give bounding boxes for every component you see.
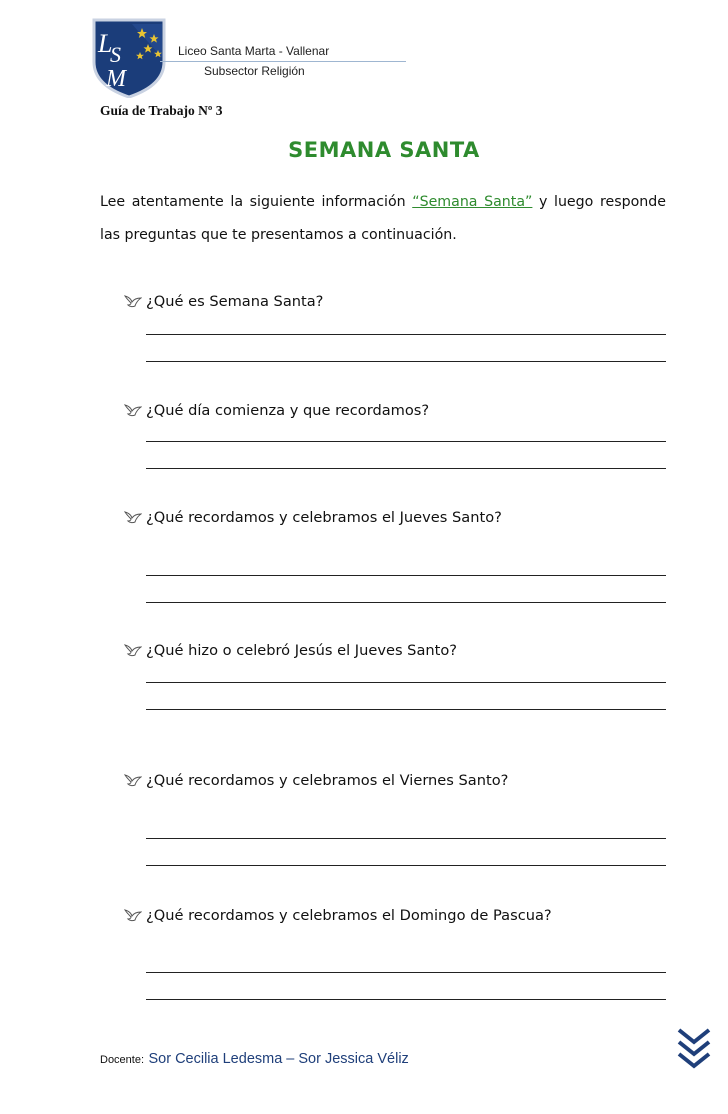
- footer-label: Docente:: [100, 1054, 145, 1066]
- answer-line[interactable]: [146, 575, 666, 576]
- question-item: [124, 771, 508, 789]
- question-item: [124, 906, 552, 924]
- dove-icon: [124, 906, 142, 924]
- answer-line[interactable]: [146, 999, 666, 1000]
- question-text: ¿Qué hizo o celebró Jesús el Jueves Santo?: [146, 641, 458, 659]
- answer-line[interactable]: [146, 682, 666, 683]
- subject-name: Subsector Religión: [204, 64, 305, 78]
- header-divider: [160, 61, 406, 62]
- intro-text-after: y luego responde las preguntas que te presentamos a continuación.: [100, 194, 666, 243]
- dove-icon: [124, 641, 142, 659]
- intro-paragraph: [100, 186, 666, 252]
- answer-line[interactable]: [146, 602, 666, 603]
- intro-highlight: “Semana Santa”: [412, 194, 533, 210]
- answer-line[interactable]: [146, 838, 666, 839]
- question-text: ¿Qué recordamos y celebramos el Viernes Santo?: [146, 771, 509, 789]
- question-text: ¿Qué recordamos y celebramos el Domingo de Pascua?: [146, 906, 552, 924]
- question-item: [124, 292, 323, 310]
- answer-line[interactable]: [146, 334, 666, 335]
- question-text: ¿Qué día comienza y que recordamos?: [146, 401, 430, 419]
- question-item: [124, 401, 429, 419]
- dove-icon: [124, 292, 142, 310]
- intro-text-before: Lee atentamente la siguiente información: [100, 194, 413, 210]
- dove-icon: [124, 771, 142, 789]
- answer-line[interactable]: [146, 709, 666, 710]
- answer-line[interactable]: [146, 865, 666, 866]
- dove-icon: [124, 508, 142, 526]
- answer-line[interactable]: [146, 361, 666, 362]
- footer-teacher: [100, 1050, 409, 1068]
- question-item: [124, 508, 502, 526]
- svg-text:L: L: [98, 29, 113, 58]
- answer-line[interactable]: [146, 468, 666, 469]
- school-crest-logo: [92, 18, 166, 98]
- answer-line[interactable]: [146, 441, 666, 442]
- school-name: Liceo Santa Marta - Vallenar: [178, 44, 330, 58]
- question-text: ¿Qué recordamos y celebramos el Jueves Santo?: [146, 508, 502, 526]
- teacher-names: Sor Cecilia Ledesma – Sor Jessica Véliz: [148, 1051, 409, 1067]
- answer-line[interactable]: [146, 972, 666, 973]
- question-item: [124, 641, 457, 659]
- page-title: SEMANA SANTA: [288, 138, 480, 162]
- question-text: ¿Qué es Semana Santa?: [146, 292, 324, 310]
- guide-number: Guía de Trabajo Nº 3: [100, 103, 223, 118]
- chevron-down-icon: [676, 1026, 712, 1072]
- svg-text:M: M: [106, 66, 126, 92]
- svg-text:S: S: [110, 42, 121, 67]
- dove-icon: [124, 401, 142, 419]
